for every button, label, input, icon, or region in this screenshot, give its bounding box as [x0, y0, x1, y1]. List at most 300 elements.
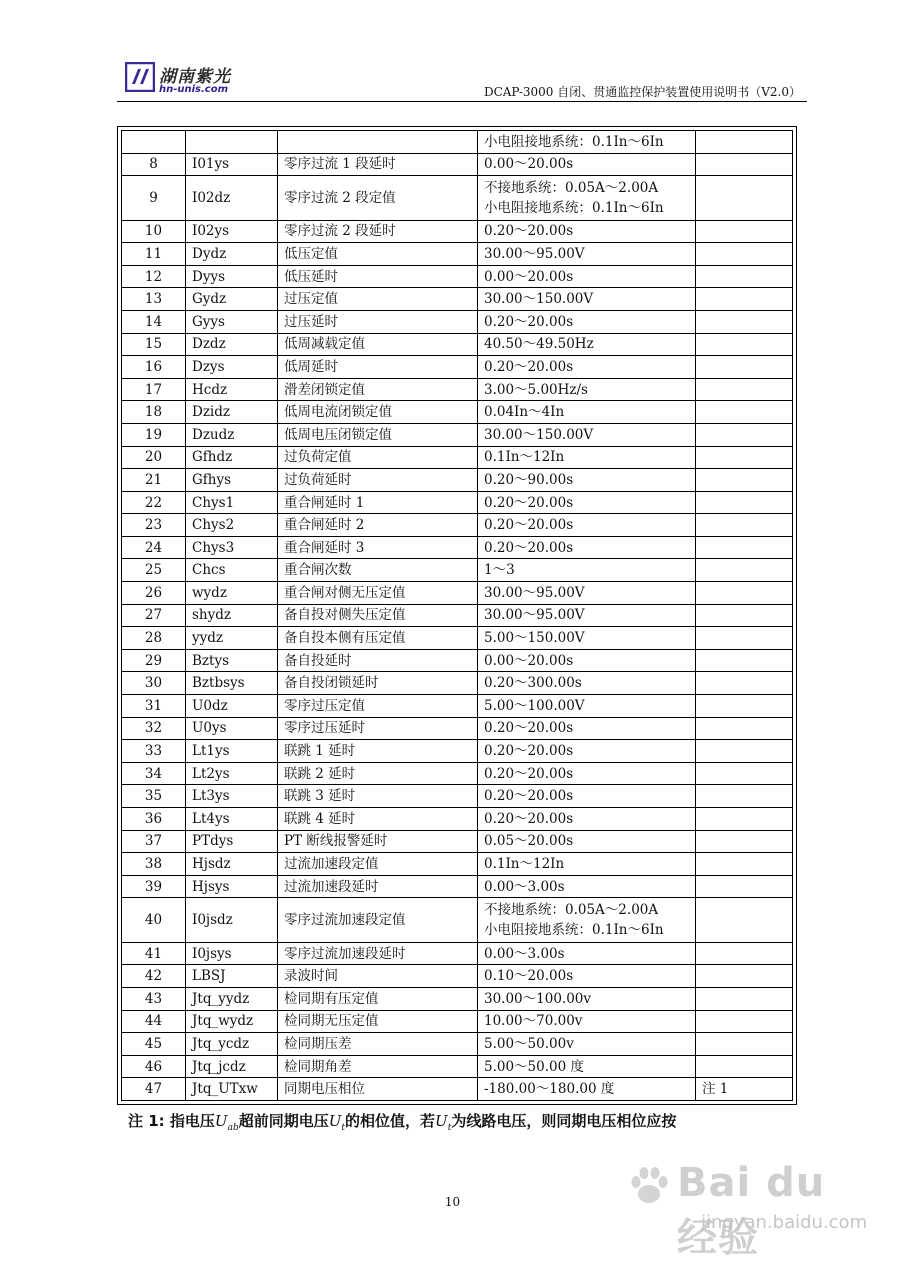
param-range	[478, 378, 696, 401]
param-note	[696, 265, 793, 288]
footnote-text-1: 指电压	[169, 1112, 215, 1130]
param-code: Hjsys	[186, 875, 278, 898]
range-line: -180.00～180.00 度	[484, 1081, 615, 1098]
param-name: 重合闸对侧无压定值	[278, 582, 478, 605]
table-row	[122, 695, 793, 718]
range-line: 0.20～20.00s	[484, 494, 574, 511]
logo-text: 湖南紫光	[159, 67, 231, 87]
row-number: 44	[122, 1010, 186, 1033]
table-row	[122, 649, 793, 672]
param-code: Gfhys	[186, 469, 278, 492]
range-line: 0.00～20.00s	[484, 268, 574, 285]
param-name: 零序过流 2 段延时	[278, 220, 478, 243]
param-note	[696, 672, 793, 695]
table-row	[122, 898, 793, 942]
range-line: 0.20～20.00s	[484, 223, 574, 240]
row-number: 46	[122, 1055, 186, 1078]
param-note	[696, 378, 793, 401]
row-number: 31	[122, 695, 186, 718]
param-name: 零序过压延时	[278, 717, 478, 740]
param-range	[478, 559, 696, 582]
row-number: 26	[122, 582, 186, 605]
range-line: 0.20～20.00s	[484, 788, 574, 805]
row-number: 14	[122, 310, 186, 333]
range-line-2: 小电阻接地系统：0.1In～6In	[484, 199, 664, 216]
param-name: 检同期角差	[278, 1055, 478, 1078]
param-range	[478, 288, 696, 311]
parameter-table-frame	[117, 126, 797, 1105]
table-row	[122, 582, 793, 605]
table-row	[122, 131, 793, 154]
param-note: 注 1	[696, 1078, 793, 1101]
row-number: 41	[122, 942, 186, 965]
row-number: 12	[122, 265, 186, 288]
param-note	[696, 898, 793, 942]
table-row	[122, 423, 793, 446]
range-line: 0.00～20.00s	[484, 652, 574, 669]
param-note	[696, 288, 793, 311]
param-note	[696, 582, 793, 605]
table-row	[122, 559, 793, 582]
range-line: 30.00～95.00V	[484, 584, 585, 601]
range-line: 30.00～95.00V	[484, 245, 585, 262]
range-line: 0.20～20.00s	[484, 743, 574, 760]
row-number: 17	[122, 378, 186, 401]
param-name: 重合闸次数	[278, 559, 478, 582]
param-range	[478, 898, 696, 942]
param-note	[696, 853, 793, 876]
range-line: 0.20～20.00s	[484, 539, 574, 556]
row-number	[122, 131, 186, 154]
row-number: 37	[122, 830, 186, 853]
param-name: 检同期无压定值	[278, 1010, 478, 1033]
param-range	[478, 536, 696, 559]
range-line: 30.00～95.00V	[484, 607, 585, 624]
table-row	[122, 830, 793, 853]
table-row	[122, 1010, 793, 1033]
param-name: 检同期压差	[278, 1033, 478, 1056]
document-title: DCAP-3000 自闭、贯通监控保护装置使用说明书（V2.0）	[483, 85, 801, 99]
param-note	[696, 333, 793, 356]
param-note	[696, 740, 793, 763]
row-number: 33	[122, 740, 186, 763]
row-number: 45	[122, 1033, 186, 1056]
param-range	[478, 942, 696, 965]
param-range	[478, 176, 696, 220]
table-row	[122, 265, 793, 288]
param-range	[478, 649, 696, 672]
param-note	[696, 604, 793, 627]
param-name: 低周电流闭锁定值	[278, 401, 478, 424]
range-line: 0.05～20.00s	[484, 833, 574, 850]
watermark-main: Bai du 经验	[677, 1160, 826, 1261]
param-note	[696, 1033, 793, 1056]
param-range	[478, 1033, 696, 1056]
param-name: 滑差闭锁定值	[278, 378, 478, 401]
row-number: 35	[122, 785, 186, 808]
param-range	[478, 627, 696, 650]
param-name: 低周电压闭锁定值	[278, 423, 478, 446]
range-line: 0.00～20.00s	[484, 156, 574, 173]
param-note	[696, 491, 793, 514]
table-row	[122, 853, 793, 876]
param-note	[696, 695, 793, 718]
footnote-text-3: 的相位值，若	[345, 1112, 436, 1130]
param-code: Chys2	[186, 514, 278, 537]
row-number: 23	[122, 514, 186, 537]
parameter-table	[121, 130, 793, 1101]
param-code: Dzdz	[186, 333, 278, 356]
range-line: 30.00～150.00V	[484, 291, 594, 308]
param-note	[696, 987, 793, 1010]
param-name: 检同期有压定值	[278, 987, 478, 1010]
param-code: Bztbsys	[186, 672, 278, 695]
param-note	[696, 220, 793, 243]
param-code: Lt2ys	[186, 762, 278, 785]
param-code: Chys1	[186, 491, 278, 514]
range-line: 不接地系统：0.05A～2.00A	[484, 902, 659, 919]
row-number: 47	[122, 1078, 186, 1101]
param-code: U0ys	[186, 717, 278, 740]
range-line: 10.00～70.00v	[484, 1013, 583, 1030]
param-range	[478, 243, 696, 266]
paw-icon	[627, 1164, 671, 1208]
table-row	[122, 491, 793, 514]
param-range	[478, 1055, 696, 1078]
table-row	[122, 672, 793, 695]
param-code	[186, 131, 278, 154]
range-line: 0.20～20.00s	[484, 517, 574, 534]
param-note	[696, 356, 793, 379]
table-row	[122, 965, 793, 988]
row-number: 10	[122, 220, 186, 243]
company-logo	[125, 60, 255, 100]
row-number: 27	[122, 604, 186, 627]
param-note	[696, 717, 793, 740]
range-line: 0.20～20.00s	[484, 810, 574, 827]
parameter-table-body	[122, 131, 793, 1101]
param-name: 录波时间	[278, 965, 478, 988]
row-number: 32	[122, 717, 186, 740]
param-name: 零序过流加速段定值	[278, 898, 478, 942]
param-note	[696, 176, 793, 220]
param-code: PTdys	[186, 830, 278, 853]
param-code: Jtq_ycdz	[186, 1033, 278, 1056]
param-name: 联跳 4 延时	[278, 808, 478, 831]
table-row	[122, 310, 793, 333]
range-line: 不接地系统：0.05A～2.00A	[484, 179, 659, 196]
table-row	[122, 942, 793, 965]
param-range	[478, 265, 696, 288]
param-name: 过压延时	[278, 310, 478, 333]
range-line: 30.00～100.00v	[484, 990, 592, 1007]
param-range	[478, 423, 696, 446]
param-name: 重合闸延时 1	[278, 491, 478, 514]
param-range	[478, 740, 696, 763]
table-row	[122, 446, 793, 469]
param-range	[478, 1010, 696, 1033]
param-note	[696, 131, 793, 154]
row-number: 19	[122, 423, 186, 446]
range-line: 3.00～5.00Hz/s	[484, 381, 588, 398]
param-range	[478, 830, 696, 853]
param-range	[478, 717, 696, 740]
param-note	[696, 469, 793, 492]
param-range	[478, 875, 696, 898]
row-number: 16	[122, 356, 186, 379]
param-range	[478, 446, 696, 469]
param-name: 备自投闭锁延时	[278, 672, 478, 695]
range-line-2: 小电阻接地系统：0.1In～6In	[484, 922, 664, 939]
range-line: 小电阻接地系统：0.1In～6In	[484, 133, 664, 150]
row-number: 28	[122, 627, 186, 650]
param-note	[696, 808, 793, 831]
param-name: 重合闸延时 2	[278, 514, 478, 537]
range-line: 0.00～3.00s	[484, 878, 565, 895]
param-code: Dzys	[186, 356, 278, 379]
param-name: 低压定值	[278, 243, 478, 266]
baidu-watermark	[627, 1150, 877, 1270]
range-line: 5.00～50.00 度	[484, 1058, 584, 1075]
row-number: 29	[122, 649, 186, 672]
row-number: 18	[122, 401, 186, 424]
param-note	[696, 446, 793, 469]
table-row	[122, 717, 793, 740]
footnote	[128, 1110, 676, 1133]
row-number: 42	[122, 965, 186, 988]
table-row	[122, 378, 793, 401]
param-name: 低压延时	[278, 265, 478, 288]
param-code: I02dz	[186, 176, 278, 220]
param-name: 零序过压定值	[278, 695, 478, 718]
range-line: 30.00～150.00V	[484, 426, 594, 443]
range-line: 5.00～150.00V	[484, 630, 585, 647]
table-row	[122, 514, 793, 537]
table-row	[122, 740, 793, 763]
row-number: 30	[122, 672, 186, 695]
param-code: Dzidz	[186, 401, 278, 424]
logo-url: hn-unis.com	[159, 84, 229, 95]
param-name: 零序过流加速段延时	[278, 942, 478, 965]
table-row	[122, 536, 793, 559]
param-code: I01ys	[186, 153, 278, 176]
row-number: 15	[122, 333, 186, 356]
row-number: 40	[122, 898, 186, 942]
voltage-ut-symbol-2: $U_t$	[435, 1112, 452, 1133]
param-name: 低周延时	[278, 356, 478, 379]
param-name: 备自投本侧有压定值	[278, 627, 478, 650]
table-row	[122, 469, 793, 492]
param-note	[696, 627, 793, 650]
range-line: 40.50～49.50Hz	[484, 336, 594, 353]
table-row	[122, 1078, 793, 1101]
param-code: Gydz	[186, 288, 278, 311]
param-note	[696, 649, 793, 672]
param-code: Jtq_yydz	[186, 987, 278, 1010]
param-code: Jtq_UTxw	[186, 1078, 278, 1101]
param-range	[478, 469, 696, 492]
table-row	[122, 333, 793, 356]
voltage-uab-symbol: $U_{ab}$	[214, 1112, 239, 1133]
table-row	[122, 288, 793, 311]
param-note	[696, 830, 793, 853]
param-code: Chys3	[186, 536, 278, 559]
param-code: Dzudz	[186, 423, 278, 446]
param-code: LBSJ	[186, 965, 278, 988]
param-range	[478, 762, 696, 785]
param-range	[478, 333, 696, 356]
param-code: wydz	[186, 582, 278, 605]
row-number: 39	[122, 875, 186, 898]
param-range	[478, 582, 696, 605]
table-row	[122, 153, 793, 176]
table-row	[122, 762, 793, 785]
param-name: PT 断线报警延时	[278, 830, 478, 853]
param-name: 过流加速段延时	[278, 875, 478, 898]
row-number: 21	[122, 469, 186, 492]
table-row	[122, 785, 793, 808]
table-row	[122, 875, 793, 898]
param-name: 过压定值	[278, 288, 478, 311]
row-number: 22	[122, 491, 186, 514]
table-row	[122, 987, 793, 1010]
param-name: 联跳 3 延时	[278, 785, 478, 808]
param-name: 过负荷延时	[278, 469, 478, 492]
param-code: Dydz	[186, 243, 278, 266]
param-note	[696, 401, 793, 424]
param-code: Bztys	[186, 649, 278, 672]
param-note	[696, 243, 793, 266]
range-line: 0.1In～12In	[484, 856, 565, 872]
param-note	[696, 1055, 793, 1078]
range-line: 0.20～20.00s	[484, 313, 574, 330]
range-line: 5.00～50.00v	[484, 1035, 574, 1052]
param-range	[478, 131, 696, 154]
table-row	[122, 604, 793, 627]
range-line: 0.20～20.00s	[484, 720, 574, 737]
param-code: I0jsys	[186, 942, 278, 965]
param-code: Gyys	[186, 310, 278, 333]
param-code: Lt1ys	[186, 740, 278, 763]
param-note	[696, 875, 793, 898]
row-number: 13	[122, 288, 186, 311]
param-code: Lt3ys	[186, 785, 278, 808]
param-code: shydz	[186, 604, 278, 627]
param-range	[478, 401, 696, 424]
footnote-text-4: 为线路电压，则同期电压相位应按	[451, 1112, 677, 1130]
logo-mark-icon	[125, 62, 155, 92]
param-code: I0jsdz	[186, 898, 278, 942]
param-note	[696, 514, 793, 537]
param-range	[478, 1078, 696, 1101]
range-line: 1～3	[484, 562, 515, 579]
param-range	[478, 965, 696, 988]
row-number: 34	[122, 762, 186, 785]
range-line: 0.00～3.00s	[484, 945, 565, 962]
param-code: Dyys	[186, 265, 278, 288]
param-note	[696, 965, 793, 988]
param-note	[696, 785, 793, 808]
param-name: 重合闸延时 3	[278, 536, 478, 559]
param-code: yydz	[186, 627, 278, 650]
param-range	[478, 356, 696, 379]
voltage-ut-symbol: $U_t$	[328, 1112, 346, 1133]
row-number: 20	[122, 446, 186, 469]
param-note	[696, 1010, 793, 1033]
range-line: 0.04In～4In	[484, 404, 565, 421]
param-code: Jtq_jcdz	[186, 1055, 278, 1078]
range-line: 5.00～100.00V	[484, 697, 585, 714]
param-name: 低周减载定值	[278, 333, 478, 356]
param-range	[478, 514, 696, 537]
param-name: 零序过流 2 段定值	[278, 176, 478, 220]
param-note	[696, 536, 793, 559]
footnote-label: 注 1:	[128, 1112, 165, 1130]
param-name	[278, 131, 478, 154]
page-number: 10	[444, 1195, 461, 1209]
param-code: Jtq_wydz	[186, 1010, 278, 1033]
table-row	[122, 808, 793, 831]
param-range	[478, 785, 696, 808]
param-range	[478, 672, 696, 695]
param-name: 备自投延时	[278, 649, 478, 672]
row-number: 36	[122, 808, 186, 831]
table-row	[122, 220, 793, 243]
range-line: 0.1In～12In	[484, 449, 565, 466]
param-range	[478, 604, 696, 627]
param-note	[696, 942, 793, 965]
row-number: 43	[122, 987, 186, 1010]
param-name: 联跳 1 延时	[278, 740, 478, 763]
param-note	[696, 762, 793, 785]
param-name: 联跳 2 延时	[278, 762, 478, 785]
param-range	[478, 310, 696, 333]
param-code: Lt4ys	[186, 808, 278, 831]
param-note	[696, 310, 793, 333]
row-number: 25	[122, 559, 186, 582]
param-note	[696, 153, 793, 176]
table-row	[122, 627, 793, 650]
param-name: 过流加速段定值	[278, 853, 478, 876]
row-number: 9	[122, 176, 186, 220]
watermark-url: jingyan.baidu.com	[701, 1212, 868, 1233]
param-range	[478, 853, 696, 876]
table-row	[122, 243, 793, 266]
range-line: 0.20～20.00s	[484, 765, 574, 782]
range-line: 0.10～20.00s	[484, 968, 574, 985]
table-row	[122, 356, 793, 379]
param-name: 同期电压相位	[278, 1078, 478, 1101]
table-row	[122, 1033, 793, 1056]
param-range	[478, 987, 696, 1010]
param-range	[478, 808, 696, 831]
param-code: U0dz	[186, 695, 278, 718]
param-range	[478, 695, 696, 718]
param-range	[478, 153, 696, 176]
row-number: 8	[122, 153, 186, 176]
param-name: 备自投对侧失压定值	[278, 604, 478, 627]
param-code: Gfhdz	[186, 446, 278, 469]
param-range	[478, 491, 696, 514]
param-name: 过负荷定值	[278, 446, 478, 469]
param-note	[696, 559, 793, 582]
table-row	[122, 1055, 793, 1078]
row-number: 11	[122, 243, 186, 266]
param-code: I02ys	[186, 220, 278, 243]
row-number: 24	[122, 536, 186, 559]
table-row	[122, 176, 793, 220]
range-line: 0.20～300.00s	[484, 675, 582, 692]
